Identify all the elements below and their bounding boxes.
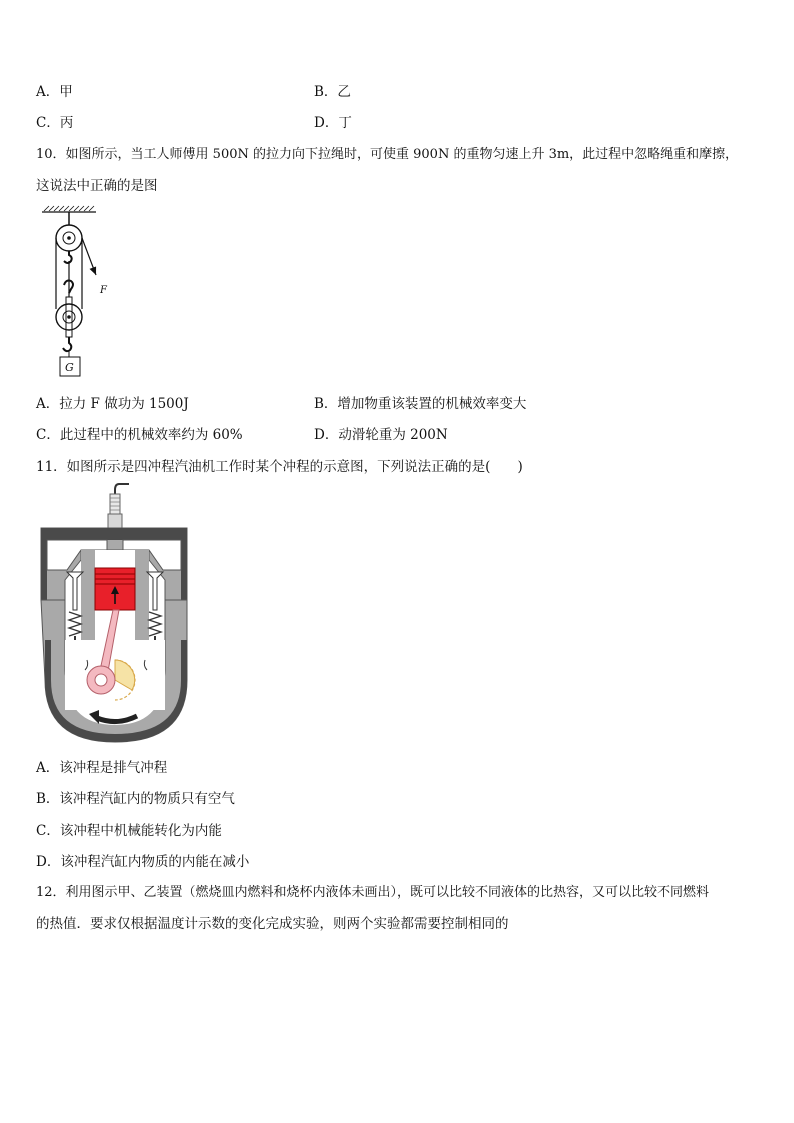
question-10-stem-line2: 这说法中正确的是图	[36, 178, 158, 194]
engine-figure	[37, 480, 197, 752]
option-c[interactable]: C．此过程中的机械效率约为 60%	[36, 427, 243, 443]
option-c[interactable]: C．该冲程中机械能转化为内能	[36, 823, 222, 839]
question-12-stem-line1: 12．利用图示甲、乙装置（燃烧皿内燃料和烧杯内液体未画出），既可以比较不同液体的比热容，又可以比较不同燃料	[36, 885, 710, 900]
weight-label: G	[65, 361, 74, 374]
option-a[interactable]: A．该冲程是排气冲程	[36, 760, 168, 776]
force-label: F	[100, 285, 107, 296]
option-d[interactable]: D．动滑轮重为 200N	[314, 427, 448, 443]
option-d[interactable]: D．丁	[314, 115, 352, 131]
pulley-figure	[36, 205, 126, 387]
option-a[interactable]: A．拉力 F 做功为 1500J	[36, 396, 189, 412]
option-a[interactable]: A．甲	[36, 84, 73, 100]
option-c[interactable]: C．丙	[36, 115, 74, 131]
question-11-stem: 11．如图所示是四冲程汽油机工作时某个冲程的示意图，下列说法正确的是( )	[36, 459, 523, 475]
question-12-stem-line2: 的热值．要求仅根据温度计示数的变化完成实验，则两个实验都需要控制相同的	[36, 916, 509, 932]
option-b[interactable]: B．乙	[314, 84, 351, 100]
engine-diagram	[37, 480, 197, 748]
pulley-diagram	[36, 205, 126, 383]
option-b[interactable]: B．增加物重该装置的机械效率变大	[314, 396, 527, 412]
question-10-stem-line1: 10．如图所示，当工人师傅用 500N 的拉力向下拉绳时，可使重 900N 的重物匀速上升 3m，此过程中忽略绳重和摩擦，	[36, 147, 739, 162]
option-b[interactable]: B．该冲程汽缸内的物质只有空气	[36, 791, 235, 807]
option-d[interactable]: D．该冲程汽缸内物质的内能在减小	[36, 854, 250, 870]
